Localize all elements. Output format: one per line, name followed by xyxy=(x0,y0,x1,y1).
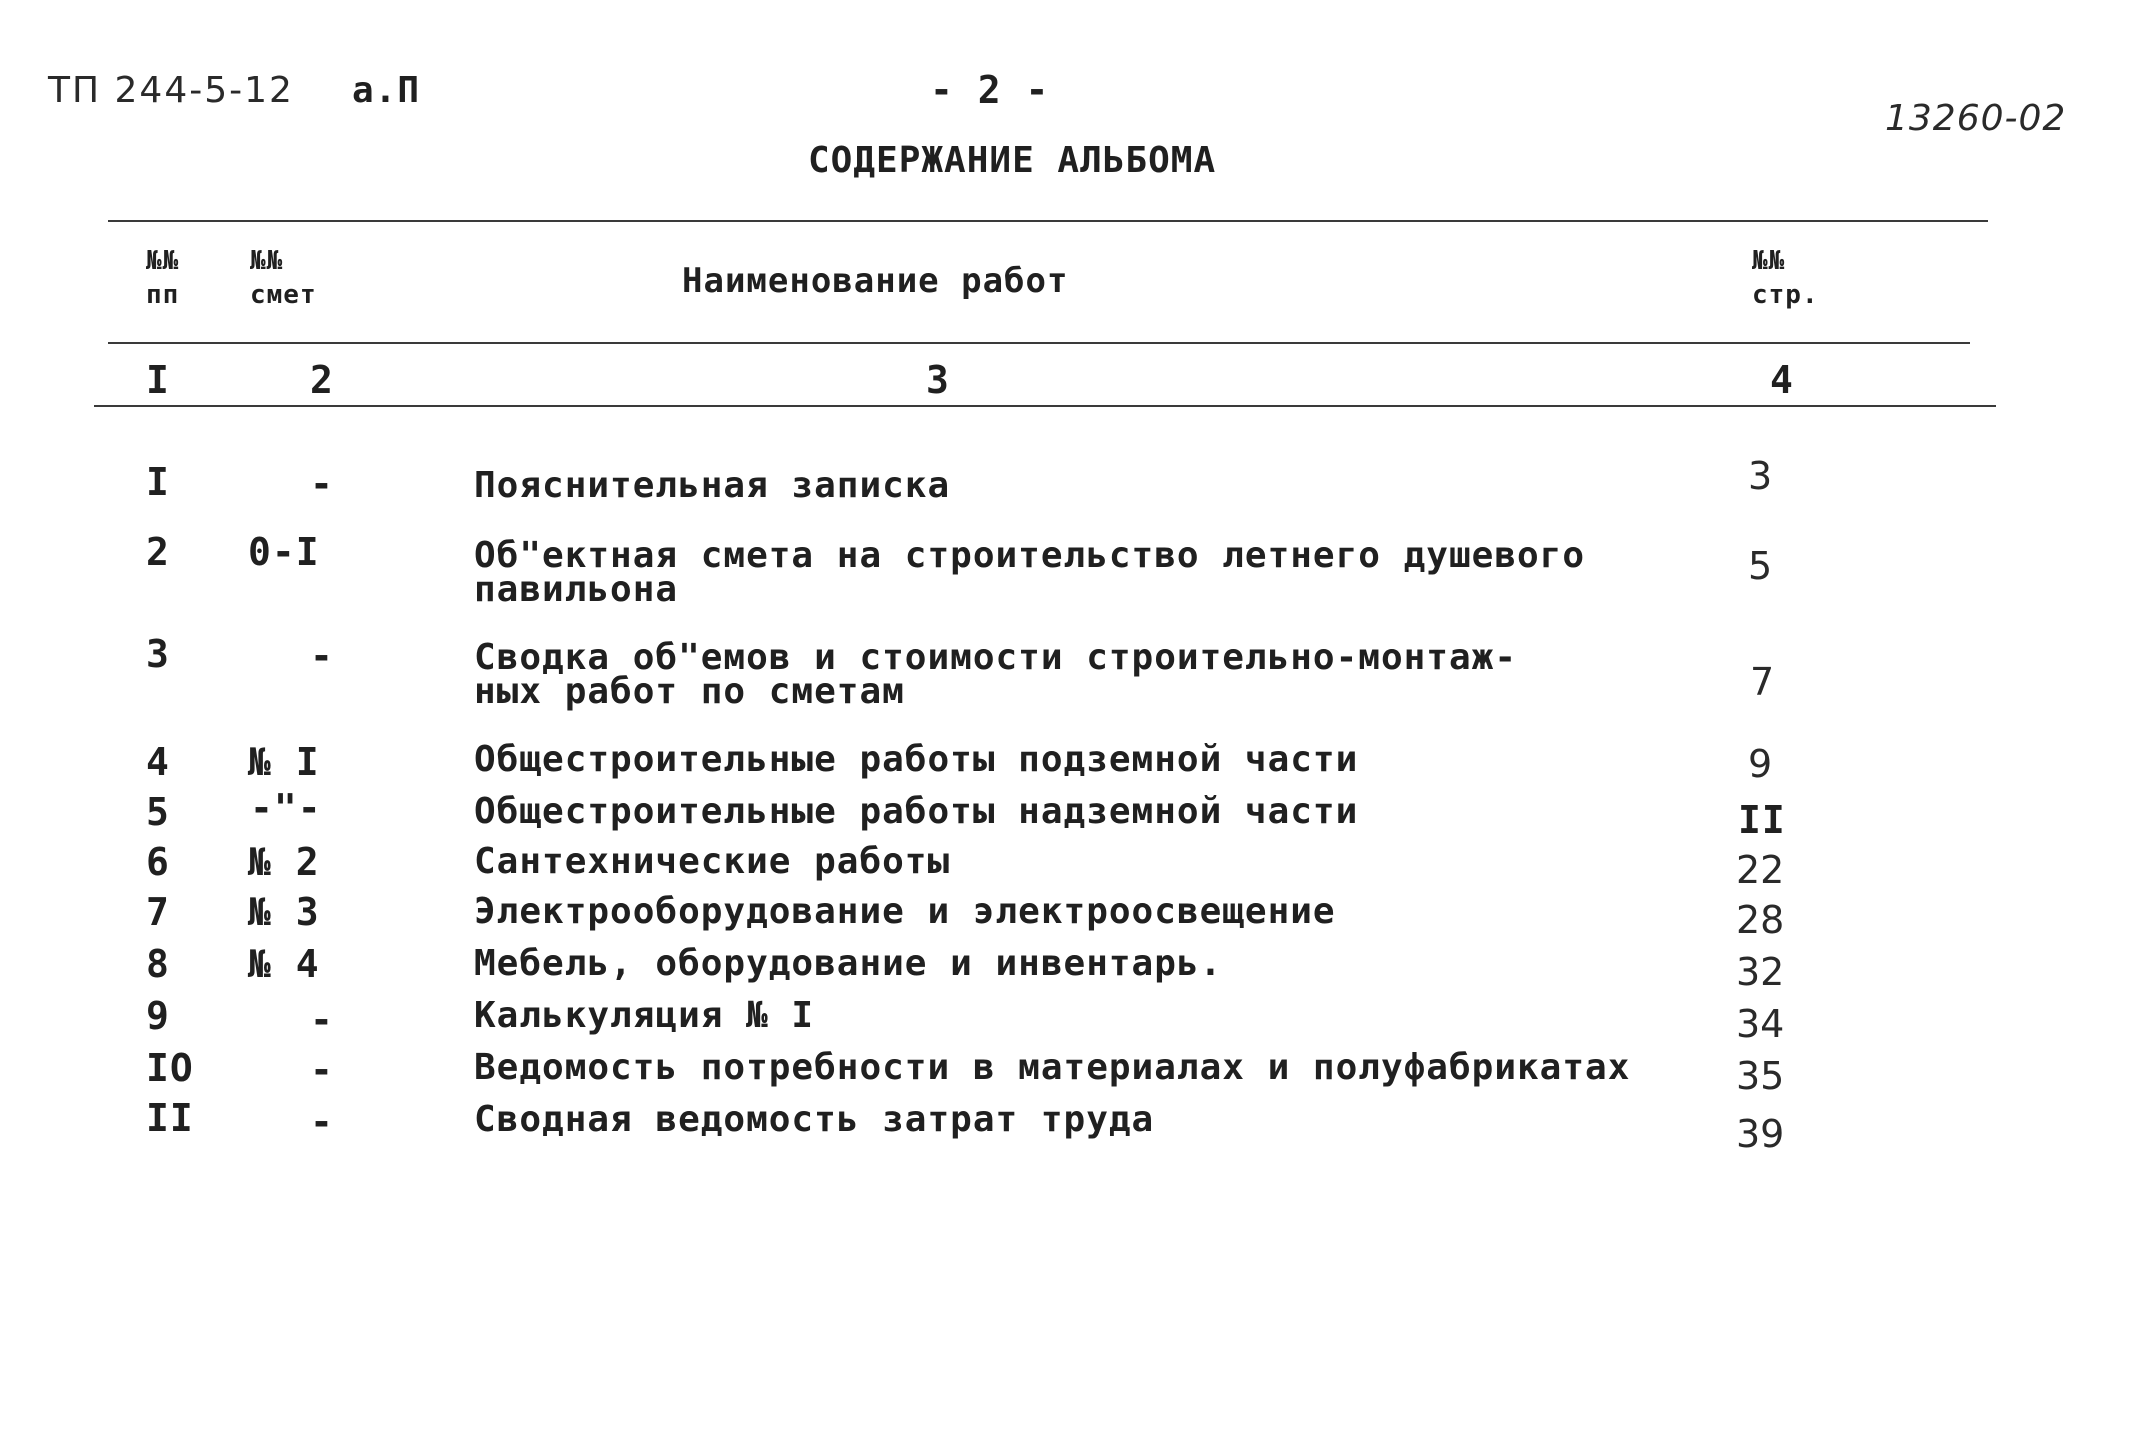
row-11-name: Сводная ведомость затрат труда xyxy=(474,1099,1155,1140)
row-7-number: 7 xyxy=(146,890,170,934)
row-5-name: Общестроительные работы надземной части xyxy=(474,791,1359,832)
row-4-number: 4 xyxy=(146,740,170,784)
column-number-1: I xyxy=(146,358,170,402)
row-9-page: 34 xyxy=(1736,1002,1785,1046)
header-row-number-line1: №№ xyxy=(146,246,180,276)
row-5-page: II xyxy=(1738,798,1786,842)
table-top-rule xyxy=(108,220,1988,222)
row-1-number: I xyxy=(146,460,170,504)
row-2-number: 2 xyxy=(146,530,170,574)
row-3-name-line1: Сводка об"емов и стоимости строительно-монтаж- xyxy=(474,637,1517,678)
header-work-name: Наименование работ xyxy=(682,261,1069,301)
row-7-page: 28 xyxy=(1736,898,1785,942)
row-4-page: 9 xyxy=(1748,742,1773,786)
album-label: а.П xyxy=(352,70,421,111)
row-11-number: II xyxy=(146,1096,194,1140)
row-10-number: IO xyxy=(146,1046,194,1090)
row-6-estimate: № 2 xyxy=(248,840,320,884)
row-2-estimate: 0-I xyxy=(248,530,320,574)
row-6-number: 6 xyxy=(146,840,170,884)
header-row-number xyxy=(146,244,179,312)
row-9-number: 9 xyxy=(146,994,170,1038)
row-5-estimate: -"- xyxy=(250,786,322,830)
row-5-number: 5 xyxy=(146,790,170,834)
header-page-number-line1: №№ xyxy=(1752,246,1786,276)
row-9-name: Калькуляция № I xyxy=(474,995,815,1036)
row-7-name: Электрооборудование и электроосвещение xyxy=(474,891,1336,932)
row-1-page: 3 xyxy=(1748,454,1773,498)
row-10-name: Ведомость потребности в материалах и полуфабрикатах xyxy=(474,1047,1631,1088)
row-8-estimate: № 4 xyxy=(248,942,320,986)
row-4-name: Общестроительные работы подземной части xyxy=(474,739,1359,780)
header-row-number-line2: пп xyxy=(146,280,180,310)
row-2-page: 5 xyxy=(1748,544,1773,588)
header-page-number-line2: стр. xyxy=(1752,280,1819,310)
row-8-page: 32 xyxy=(1736,950,1785,994)
row-3-number: 3 xyxy=(146,632,170,676)
row-3-page: 7 xyxy=(1750,660,1775,704)
row-11-page: 39 xyxy=(1736,1112,1785,1156)
row-4-estimate: № I xyxy=(248,740,320,784)
row-6-page: 22 xyxy=(1736,848,1785,892)
row-10-estimate: - xyxy=(310,1048,334,1092)
column-numbers-rule xyxy=(94,405,1996,407)
row-9-estimate: - xyxy=(310,998,334,1042)
row-2-name-line2: павильона xyxy=(474,569,679,610)
page-number: - 2 - xyxy=(930,68,1050,112)
header-estimate-number xyxy=(250,244,317,312)
document-code: ТП 244-5-12 xyxy=(48,70,294,111)
header-page-number xyxy=(1752,244,1819,312)
header-estimate-number-line1: №№ xyxy=(250,246,284,276)
archive-number: 13260-02 xyxy=(1885,98,2067,139)
row-3-name-line2: ных работ по сметам xyxy=(474,671,905,712)
row-1-estimate: - xyxy=(310,462,334,506)
column-number-4: 4 xyxy=(1770,358,1794,402)
row-8-number: 8 xyxy=(146,942,170,986)
row-1-name: Пояснительная записка xyxy=(474,465,951,506)
row-11-estimate: - xyxy=(310,1100,334,1144)
row-6-name: Сантехнические работы xyxy=(474,841,951,882)
column-number-2: 2 xyxy=(310,358,334,402)
header-estimate-number-line2: смет xyxy=(250,280,317,310)
header-bottom-rule xyxy=(108,342,1970,344)
row-2-name-line1: Об"ектная смета на строительство летнего душевого xyxy=(474,535,1586,576)
row-10-page: 35 xyxy=(1736,1054,1785,1098)
row-7-estimate: № 3 xyxy=(248,890,320,934)
row-3-estimate: - xyxy=(310,634,334,678)
document-title: СОДЕРЖАНИЕ АЛЬБОМА xyxy=(808,140,1217,181)
row-8-name: Мебель, оборудование и инвентарь. xyxy=(474,943,1223,984)
column-number-3: 3 xyxy=(926,358,950,402)
